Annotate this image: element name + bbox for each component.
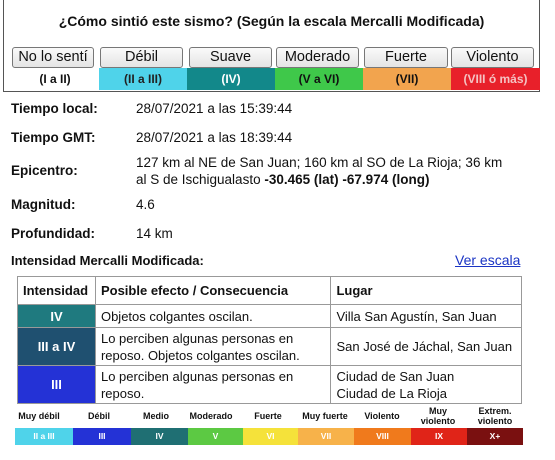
legend-segment: II a III [15, 428, 73, 445]
depth-label: Profundidad: [11, 226, 95, 241]
epicenter-description: 127 km al NE de San Juan; 160 km al SO de La Rioja; 36 km al S de Ischigualasto [136, 155, 503, 187]
felt-option-button-weak[interactable]: Débil [100, 47, 183, 68]
depth-value: 14 km [136, 226, 173, 241]
table-row [18, 305, 522, 328]
mmi-section-title: Intensidad Mercalli Modificada: [11, 253, 204, 268]
effect-cell: Lo perciben algunas personas en reposo. Objetos colgantes oscilan. [95, 328, 330, 366]
column-header-intensity: Intensidad [18, 277, 96, 305]
felt-survey-panel [3, 0, 540, 92]
column-header-place: Lugar [331, 277, 522, 305]
magnitude-value: 4.6 [136, 197, 155, 212]
legend-segment: VII [298, 428, 354, 445]
epicenter-latitude: -30.465 (lat) [264, 172, 339, 187]
felt-option-range[interactable]: (II a III) [99, 68, 187, 90]
legend-label: Violento [364, 411, 400, 421]
place-cell [331, 366, 522, 404]
gmt-time-value: 28/07/2021 a las 18:39:44 [136, 130, 293, 145]
legend-label: Muy débil [18, 411, 60, 421]
local-time-value: 28/07/2021 a las 15:39:44 [136, 101, 293, 116]
table-row [18, 328, 522, 366]
magnitude-label: Magnitud: [11, 197, 76, 212]
felt-option-button-moderate[interactable]: Moderado [276, 47, 359, 68]
survey-question: ¿Cómo sintió este sismo? (Según la escala Mercalli Modificada) [58, 13, 485, 29]
legend-segment: X+ [467, 428, 523, 445]
table-row [18, 366, 522, 404]
intensity-cell: III a IV [18, 328, 96, 366]
effect-cell: Lo perciben algunas personas en reposo. [95, 366, 330, 404]
effect-cell: Objetos colgantes oscilan. [95, 305, 330, 328]
epicenter-value [136, 154, 516, 188]
legend-segment: VIII [354, 428, 411, 445]
epicenter-label: Epicentro: [11, 163, 78, 178]
felt-option-range[interactable]: (V a VI) [275, 68, 363, 90]
legend-segment: V [188, 428, 243, 445]
felt-option-range[interactable]: (VII) [363, 68, 451, 90]
intensity-table [17, 276, 522, 404]
felt-option-range[interactable]: (VIII ó más) [451, 68, 540, 90]
legend-segment: IV [131, 428, 188, 445]
view-scale-link[interactable]: Ver escala [455, 252, 521, 268]
epicenter-longitude: -67.974 (long) [342, 172, 430, 187]
legend-label: Muy violento [420, 406, 456, 426]
legend-label: Débil [87, 411, 110, 421]
legend-label: Fuerte [254, 411, 282, 421]
column-header-effect: Posible efecto / Consecuencia [95, 277, 330, 305]
felt-option-range[interactable]: (I a II) [11, 68, 99, 90]
legend-segment: III [73, 428, 131, 445]
table-header-row [18, 277, 522, 305]
legend-label: Muy fuerte [302, 411, 348, 421]
felt-option-button-violent[interactable]: Violento [451, 47, 534, 68]
place-name: Ciudad de La Rioja [336, 385, 448, 401]
intensity-cell: III [18, 366, 96, 404]
place-cell: Villa San Agustín, San Juan [331, 305, 522, 328]
legend-label: Extrem. violento [477, 406, 513, 426]
gmt-time-label: Tiempo GMT: [11, 130, 96, 145]
felt-option-button-light[interactable]: Suave [189, 47, 272, 68]
legend-label: Medio [143, 411, 169, 421]
legend-segment: VI [243, 428, 298, 445]
legend-segment: IX [411, 428, 467, 445]
felt-option-button-none[interactable]: No lo sentí [12, 47, 94, 68]
felt-option-button-strong[interactable]: Fuerte [364, 47, 448, 68]
place-name: Ciudad de San Juan [336, 368, 455, 384]
felt-option-range[interactable]: (IV) [187, 68, 275, 90]
intensity-cell: IV [18, 305, 96, 328]
local-time-label: Tiempo local: [11, 101, 98, 116]
place-cell: San José de Jáchal, San Juan [331, 328, 522, 366]
legend-label: Moderado [189, 411, 233, 421]
